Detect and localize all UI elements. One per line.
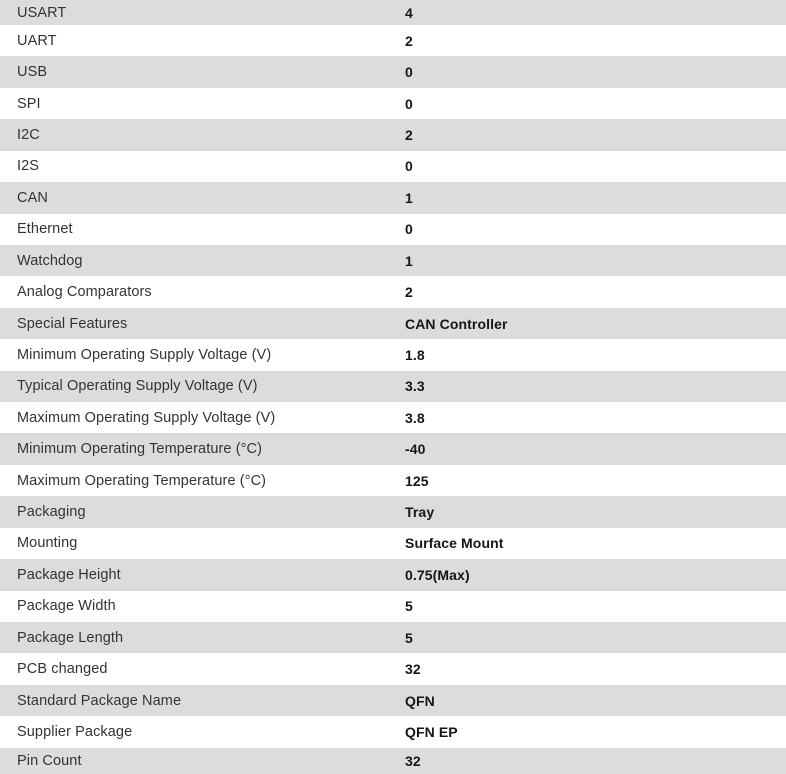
table-row [0,748,786,774]
attribute-label: Special Features [17,315,128,332]
attribute-value: 125 [405,472,429,489]
attribute-value: 1 [405,252,413,269]
attribute-label: PCB changed [17,661,108,678]
table-row [0,716,786,747]
table-row [0,371,786,402]
table-row [0,245,786,276]
table-row [0,528,786,559]
attribute-label: UART [17,32,57,49]
attribute-value: 4 [405,4,413,21]
attribute-value: 0.75(Max) [405,566,470,583]
attribute-value: 2 [405,284,413,301]
attribute-value: QFN [405,692,435,709]
table-row [0,433,786,464]
table-row [0,559,786,590]
attribute-value: 32 [405,752,421,769]
attribute-label: SPI [17,95,41,112]
attribute-label: CAN [17,189,48,206]
attribute-label: Supplier Package [17,723,133,740]
attribute-label: USB [17,64,48,81]
attribute-label: I2S [17,158,40,175]
table-row [0,214,786,245]
table-row [0,151,786,182]
table-row [0,591,786,622]
table-row [0,276,786,307]
table-row [0,25,786,56]
attribute-value: Surface Mount [405,535,504,552]
attribute-label: Minimum Operating Supply Voltage (V) [17,346,272,363]
attribute-value: 2 [405,126,413,143]
table-row [0,308,786,339]
table-row [0,402,786,433]
table-row [0,622,786,653]
attribute-label: Watchdog [17,252,83,269]
attribute-label: Standard Package Name [17,692,182,709]
attribute-label: Maximum Operating Supply Voltage (V) [17,409,276,426]
table-row [0,182,786,213]
attribute-value: 5 [405,598,413,615]
attribute-label: Package Length [17,629,124,646]
attribute-value: 0 [405,221,413,238]
attribute-value: 3.3 [405,378,425,395]
attribute-label: Maximum Operating Temperature (°C) [17,472,267,489]
attribute-value: 32 [405,661,421,678]
attribute-label: Packaging [17,504,86,521]
attribute-value: 0 [405,158,413,175]
attribute-value: CAN Controller [405,315,508,332]
attribute-label: Typical Operating Supply Voltage (V) [17,378,258,395]
table-row [0,119,786,150]
attribute-label: Package Height [17,566,121,583]
table-row [0,0,786,25]
table-row [0,685,786,716]
table-row [0,496,786,527]
attribute-label: Analog Comparators [17,284,152,301]
attribute-value: 2 [405,32,413,49]
attribute-value: -40 [405,441,426,458]
attribute-value: 1.8 [405,346,425,363]
attribute-value: 0 [405,64,413,81]
table-row [0,465,786,496]
attribute-value: 5 [405,629,413,646]
table-row [0,56,786,87]
attribute-value: 3.8 [405,409,425,426]
table-row [0,339,786,370]
table-row [0,653,786,684]
attribute-value: 1 [405,189,413,206]
attribute-label: Mounting [17,535,78,552]
attribute-label: USART [17,4,67,21]
attribute-value: QFN EP [405,723,458,740]
attribute-label: Pin Count [17,752,82,769]
table-row [0,88,786,119]
attribute-label: Package Width [17,598,116,615]
attribute-label: Ethernet [17,221,73,238]
attribute-label: I2C [17,126,40,143]
attribute-label: Minimum Operating Temperature (°C) [17,441,263,458]
attribute-value: Tray [405,504,435,521]
attribute-value: 0 [405,95,413,112]
